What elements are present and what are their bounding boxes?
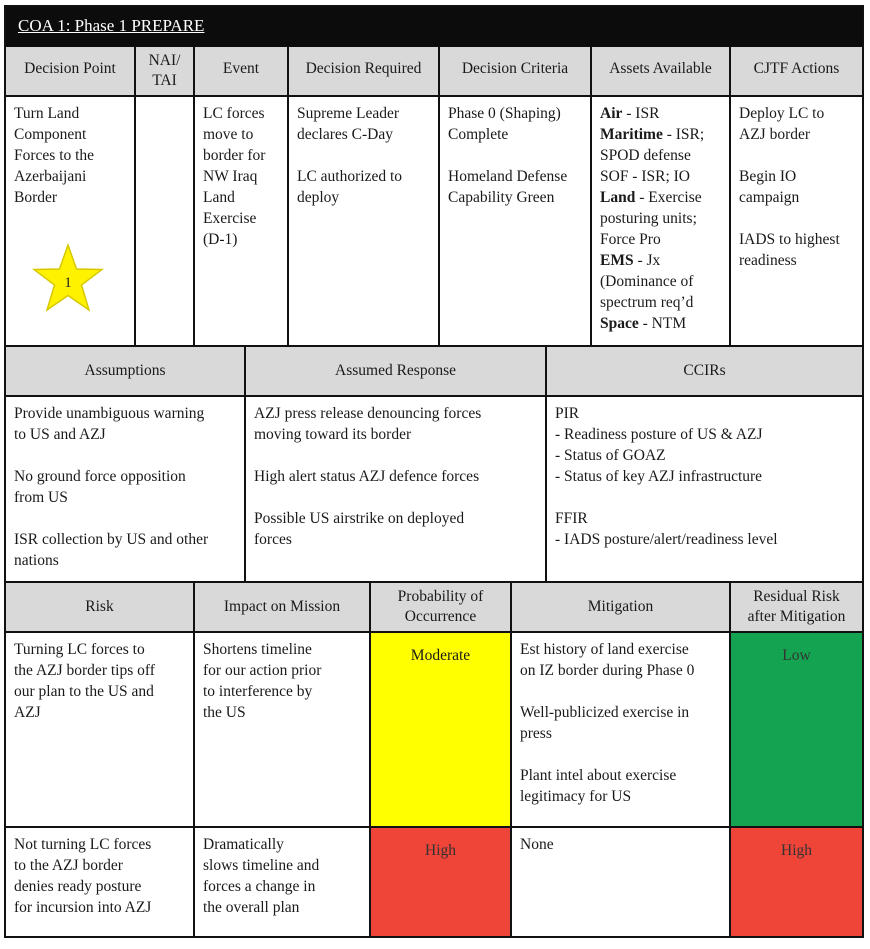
spacer <box>14 445 236 466</box>
text-line: the US <box>203 704 246 721</box>
residual-risk-cell-high: High <box>731 828 862 936</box>
spacer <box>520 744 721 765</box>
assumed-response-cell <box>246 397 547 583</box>
text-line: on IZ border during Phase 0 <box>520 662 695 679</box>
text-line: Turn Land <box>14 105 80 122</box>
nai-tai-cell <box>136 97 195 347</box>
spacer <box>739 208 854 229</box>
text-line: the overall plan <box>203 899 300 916</box>
text-line: to US and AZJ <box>14 426 106 443</box>
pir-item: - Status of GOAZ <box>555 447 666 464</box>
text-line: readiness <box>739 252 797 269</box>
text-line: moving toward its border <box>254 426 412 443</box>
text-line: High alert status AZJ defence forces <box>254 468 480 485</box>
header-residual-line2: after Mitigation <box>747 608 846 625</box>
text-line: posturing units; <box>600 210 697 227</box>
assets-available-cell <box>592 97 731 347</box>
text-line: Complete <box>448 126 509 143</box>
asset-space-text: - NTM <box>638 315 687 332</box>
text-line: for incursion into AZJ <box>14 899 152 916</box>
text-line: slows timeline and <box>203 857 320 874</box>
text-line: (D-1) <box>203 231 238 248</box>
header-decision-criteria: Decision Criteria <box>440 47 592 97</box>
text-line: Border <box>14 189 58 206</box>
asset-ems-label: EMS <box>600 252 634 269</box>
text-line: Est history of land exercise <box>520 641 689 658</box>
title-bar <box>6 7 862 47</box>
text-line: Turning LC forces to <box>14 641 145 658</box>
text-line: Supreme Leader <box>297 105 399 122</box>
probability-cell-moderate: Moderate <box>371 633 512 828</box>
text-line: from US <box>14 489 68 506</box>
asset-land-text: - Exercise <box>635 189 702 206</box>
header-residual-line1: Residual Risk <box>753 588 840 605</box>
text-line: forces <box>254 531 292 548</box>
impact-cell <box>195 828 371 936</box>
text-line: AZJ border <box>739 126 811 143</box>
probability-cell-high: High <box>371 828 512 936</box>
text-line: Well-publicized exercise in <box>520 704 690 721</box>
asset-space-label: Space <box>600 315 639 332</box>
header-risk: Risk <box>6 583 195 633</box>
asset-land-label: Land <box>600 189 636 206</box>
risk-cell <box>6 828 195 936</box>
text-line: to the AZJ border <box>14 857 123 874</box>
page-title: COA 1: Phase 1 PREPARE <box>18 16 205 35</box>
asset-maritime <box>600 124 721 145</box>
header-nai-tai <box>136 47 195 97</box>
asset-maritime-label: Maritime <box>600 126 663 143</box>
text-line: Plant intel about exercise <box>520 767 677 784</box>
spacer <box>739 145 854 166</box>
text-line: move to <box>203 126 254 143</box>
header-decision-point: Decision Point <box>6 47 136 97</box>
text-line: to interference by <box>203 683 313 700</box>
asset-ems-text: - Jx <box>633 252 661 269</box>
asset-ems <box>600 250 721 271</box>
text-line: Possible US airstrike on deployed <box>254 510 465 527</box>
spacer <box>254 445 537 466</box>
header-residual-risk <box>731 583 862 633</box>
header-ccirs: CCIRs <box>547 347 862 397</box>
text-line: AZJ <box>14 704 41 721</box>
decision-criteria-cell <box>440 97 592 347</box>
text-line: IADS to highest <box>739 231 840 248</box>
text-line: for our action prior <box>203 662 322 679</box>
header-assumed-response: Assumed Response <box>246 347 547 397</box>
text-line: ISR collection by US and other <box>14 531 209 548</box>
header-event: Event <box>195 47 289 97</box>
impact-cell <box>195 633 371 828</box>
ffir-label: FFIR <box>555 510 588 527</box>
spacer <box>14 508 236 529</box>
text-line: Capability Green <box>448 189 555 206</box>
header-probability-line2: Occurrence <box>404 608 477 625</box>
decision-required-cell <box>289 97 440 347</box>
text-line: AZJ press release denouncing forces <box>254 405 482 422</box>
header-mitigation: Mitigation <box>512 583 731 633</box>
text-line: spectrum req’d <box>600 294 694 311</box>
text-line: LC forces <box>203 105 265 122</box>
cjtf-actions-cell <box>731 97 862 347</box>
text-line: Homeland Defense <box>448 168 568 185</box>
header-nai-tai-line1: NAI/ <box>148 52 181 69</box>
spacer <box>297 145 430 166</box>
pir-item: - Readiness posture of US & AZJ <box>555 426 763 443</box>
text-line: Not turning LC forces <box>14 836 152 853</box>
residual-risk-cell-low: Low <box>731 633 862 828</box>
pir-label: PIR <box>555 405 580 422</box>
decision-point-star-icon <box>32 243 104 313</box>
asset-space <box>600 313 721 334</box>
asset-air-text: - ISR <box>622 105 660 122</box>
text-line: Component <box>14 126 87 143</box>
text-line: deploy <box>297 189 340 206</box>
star-number: 1 <box>64 275 72 291</box>
text-line: LC authorized to <box>297 168 403 185</box>
text-line: Provide unambiguous warning <box>14 405 205 422</box>
text-line: Begin IO <box>739 168 797 185</box>
text-line: the AZJ border tips off <box>14 662 155 679</box>
text-line: declares C-Day <box>297 126 393 143</box>
spacer <box>448 145 582 166</box>
asset-sof: SOF - ISR; IO <box>600 168 691 185</box>
text-line: Phase 0 (Shaping) <box>448 105 561 122</box>
ccirs-cell <box>547 397 862 583</box>
text-line: NW Iraq <box>203 168 258 185</box>
asset-land <box>600 187 721 208</box>
header-probability-line1: Probability of <box>397 588 484 605</box>
text-line: denies ready posture <box>14 878 142 895</box>
text-line: Azerbaijani <box>14 168 87 185</box>
text-line: legitimacy for US <box>520 788 632 805</box>
header-assets-available: Assets Available <box>592 47 731 97</box>
text-line: Shortens timeline <box>203 641 312 658</box>
text-line: nations <box>14 552 59 569</box>
text-line: Force Pro <box>600 231 661 248</box>
risk-cell <box>6 633 195 828</box>
text-line: No ground force opposition <box>14 468 186 485</box>
mitigation-cell <box>512 633 731 828</box>
ffir-item: - IADS posture/alert/readiness level <box>555 531 778 548</box>
header-nai-tai-line2: TAI <box>152 72 177 89</box>
asset-air <box>600 103 721 124</box>
header-decision-required: Decision Required <box>289 47 440 97</box>
asset-maritime-text: - ISR; <box>662 126 705 143</box>
header-probability <box>371 583 512 633</box>
text-line: press <box>520 725 552 742</box>
assumptions-cell <box>6 397 246 583</box>
text-line: forces a change in <box>203 878 316 895</box>
header-impact-on-mission: Impact on Mission <box>195 583 371 633</box>
event-cell <box>195 97 289 347</box>
text-line: SPOD defense <box>600 147 691 164</box>
text-line: (Dominance of <box>600 273 694 290</box>
spacer <box>254 487 537 508</box>
pir-item: - Status of key AZJ infrastructure <box>555 468 763 485</box>
header-assumptions: Assumptions <box>6 347 246 397</box>
spacer <box>555 487 854 508</box>
coa-decision-matrix <box>4 5 864 938</box>
header-cjtf-actions: CJTF Actions <box>731 47 862 97</box>
spacer <box>520 681 721 702</box>
text-line: campaign <box>739 189 800 206</box>
mitigation-cell <box>512 828 731 936</box>
text-line: Dramatically <box>203 836 284 853</box>
text-line: Deploy LC to <box>739 105 825 122</box>
asset-air-label: Air <box>600 105 623 122</box>
text-line: border for <box>203 147 266 164</box>
text-line: Land <box>203 189 235 206</box>
text-line: Exercise <box>203 210 257 227</box>
text-line: Forces to the <box>14 147 95 164</box>
text-line: None <box>520 836 554 853</box>
text-line: our plan to the US and <box>14 683 154 700</box>
